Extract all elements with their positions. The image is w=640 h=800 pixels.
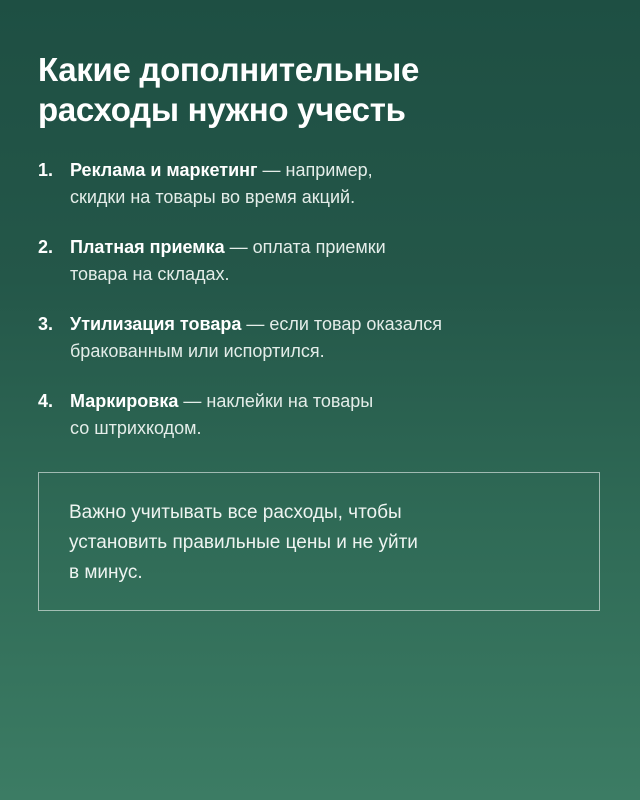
item-heading: Реклама и маркетинг bbox=[70, 160, 258, 180]
title-line-2: расходы нужно учесть bbox=[38, 91, 406, 128]
item-number: 2. bbox=[38, 237, 54, 257]
list-item bbox=[38, 157, 598, 211]
item-text: — например, bbox=[257, 160, 373, 180]
list-item bbox=[38, 234, 598, 288]
item-text-continued: со штрихкодом. bbox=[70, 418, 202, 438]
item-number: 3. bbox=[38, 314, 54, 334]
item-number: 1. bbox=[38, 160, 54, 180]
item-text-continued: бракованным или испортился. bbox=[70, 341, 325, 361]
item-text: — если товар оказался bbox=[241, 314, 442, 334]
item-text-continued: товара на складах. bbox=[70, 264, 230, 284]
item-text-continued: скидки на товары во время акций. bbox=[70, 187, 356, 207]
list-item bbox=[38, 388, 598, 442]
page-title bbox=[38, 50, 618, 130]
item-text: — оплата приемки bbox=[224, 237, 386, 257]
note-line-1: Важно учитывать все расходы, чтобы bbox=[69, 502, 402, 523]
note-line-2: установить правильные цены и не уйти bbox=[69, 532, 418, 553]
list-item bbox=[38, 311, 598, 365]
item-heading: Утилизация товара bbox=[70, 314, 242, 334]
item-heading: Платная приемка bbox=[70, 237, 225, 257]
item-number: 4. bbox=[38, 391, 54, 411]
item-heading: Маркировка bbox=[70, 391, 179, 411]
note-box bbox=[38, 472, 600, 611]
item-text: — наклейки на товары bbox=[178, 391, 374, 411]
note-line-3: в минус. bbox=[69, 562, 143, 583]
title-line-1: Какие дополнительные bbox=[38, 51, 420, 88]
expenses-list bbox=[38, 157, 598, 465]
